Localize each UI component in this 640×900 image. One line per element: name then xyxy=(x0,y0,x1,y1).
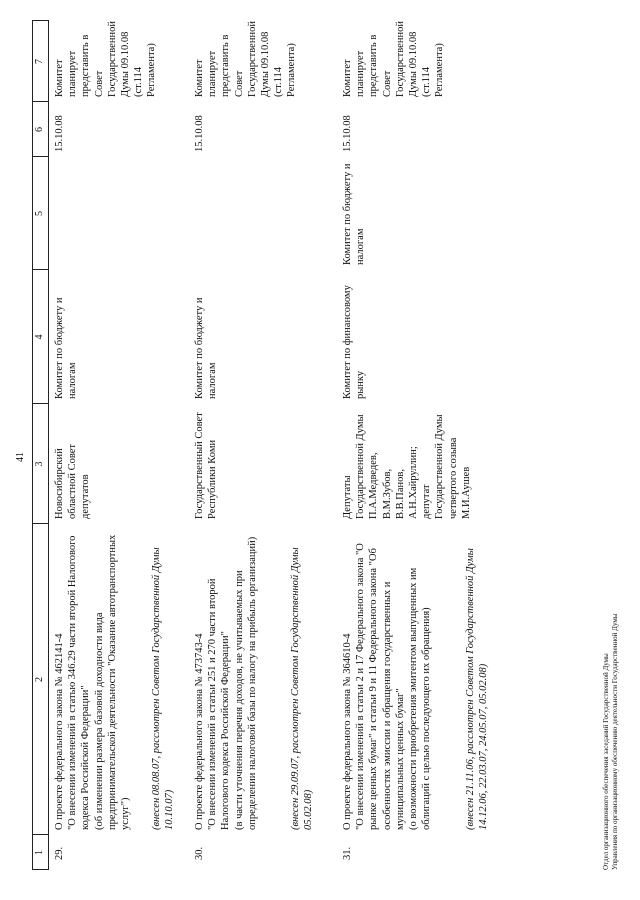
responsible-committee-cell: Комитет по бюджету и налогам xyxy=(54,297,79,399)
initiator-cell: Государственный Совет Республики Коми xyxy=(194,412,219,519)
responsible-committee-cell: Комитет по бюджету и налогам xyxy=(194,297,219,399)
decision-cell: Комитет планирует представить в Совет Государственной Думы 09.10.08 (ст.114 Регламента) xyxy=(342,21,446,97)
column-number-1: 1 xyxy=(34,850,45,855)
bill-title: О проекте федерального закона № 364610-4 "О внесении изменений в статьи 2 и 17 Федерального закона "О рынке ценных бумаг" и статьи 9 и 11 Федерального закона "Об особенностях эмиссии и обращения государственных и муниципальных ценных бумаг" (о возможности приобретения эмитентом выпущенных им облигаций с целью последующего их обращения) xyxy=(342,543,433,830)
footer-line-2: Управления по организационному обеспечению деятельности Государственной Думы xyxy=(611,613,619,870)
initiator-cell: Депутаты Государственной Думы П.А.Медведев, В.М.Зубов, В.В.Панов, А.Н.Хайруллин; депутат Государственной Думы четвертого созыва М.И.Аушев xyxy=(342,414,472,519)
bill-table xyxy=(32,20,612,870)
page-footer xyxy=(602,614,620,870)
bill-note: (внесен 08.08.07, рассмотрен Советом Государственной Думы 10.10.07) xyxy=(151,547,176,830)
column-number-5: 5 xyxy=(34,211,45,216)
co-committee-cell: Комитет по бюджету и налогам xyxy=(342,163,367,265)
date-cell: 15.10.08 xyxy=(54,115,65,152)
initiator-cell: Новосибирский областной Совет депутатов xyxy=(54,444,92,519)
bill-note: (внесен 29.09.07, рассмотрен Советом Государственной Думы 05.02.08) xyxy=(290,547,315,830)
column-number-3: 3 xyxy=(34,461,45,467)
date-cell: 15.10.08 xyxy=(194,115,205,152)
responsible-committee-cell: Комитет по финансовому рынку xyxy=(342,285,367,399)
row-number: 30. xyxy=(194,846,205,860)
date-cell: 15.10.08 xyxy=(342,115,353,152)
column-number-4: 4 xyxy=(34,334,45,340)
column-number-7: 7 xyxy=(34,59,45,64)
row-number: 29. xyxy=(54,846,65,860)
bill-note: (внесен 21.11.06, рассмотрен Советом Государственной Думы 14.12.06, 22.03.07, 24.05.07, 05.02.08) xyxy=(465,548,490,830)
bill-title: О проекте федерального закона № 473743-4 "О внесении изменений в статьи 251 и 270 части второй Налогового кодекса Российской Федерации" (в части уточнения перечня доходов, не учитываемых при определении налоговой базы по налогу на прибыль организаций) xyxy=(194,536,258,830)
column-number-2: 2 xyxy=(34,677,45,682)
decision-cell: Комитет планирует представить в Совет Государственной Думы 09.10.08 (ст.114 Регламента) xyxy=(54,21,158,97)
page-number: 41 xyxy=(15,452,26,462)
row-number: 31. xyxy=(342,846,353,860)
column-number-6: 6 xyxy=(34,127,45,132)
decision-cell: Комитет планирует представить в Совет Государственной Думы 09.10.08 (ст.114 Регламента) xyxy=(194,21,298,97)
table-header-bottom-border xyxy=(48,20,49,870)
bill-title: О проекте федерального закона № 462141-4 "О внесении изменений в статью 346.29 части второй Налогового кодекса Российской Федерации" (об изменении размера базовой доходности вида предпринимательской деятельности "Оказание автотранспортных услуг") xyxy=(54,534,132,830)
footer-line-1: Отдел организационного обеспечения заседаний Государственной Думы xyxy=(602,653,610,870)
